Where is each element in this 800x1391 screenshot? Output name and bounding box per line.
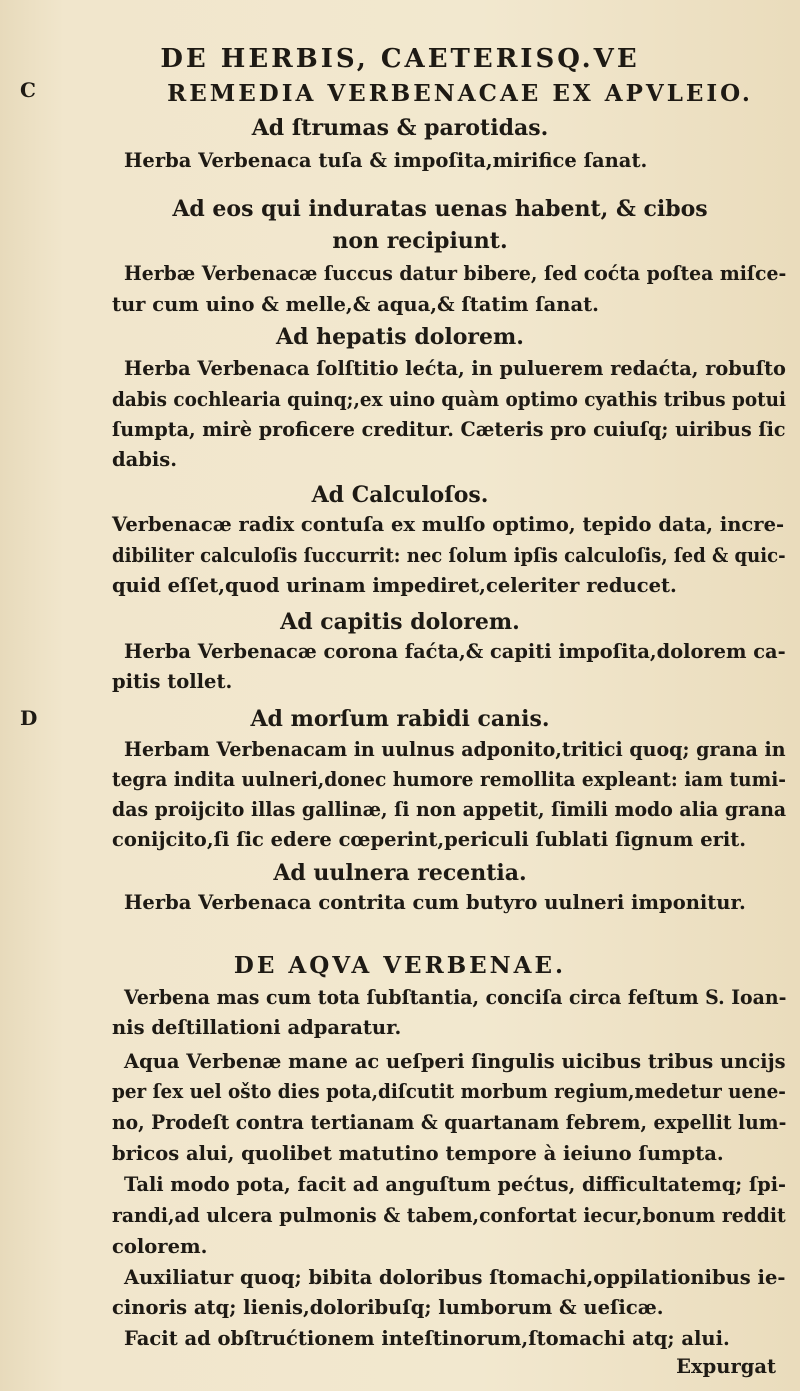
heading-strumas: Ad ſtrumas & parotidas. (251, 115, 549, 141)
margin-letter-d: D (20, 706, 38, 730)
text-line: Herba Verbenaca contrita cum butyro uulneri imponitur. (124, 891, 746, 914)
text-line: tegra indita uulneri,donec humore remollita expleant: iam tumi- (112, 768, 787, 791)
heading-morsum: Ad morſum rabidi canis. (250, 706, 550, 732)
heading-induratas: Ad eos qui induratas uenas habent, & cibos (172, 196, 708, 222)
section-title-remedia: REMEDIA VERBENACAE EX APVLEIO. (167, 80, 753, 107)
text-line: nis deſtillationi adparatur. (112, 1016, 402, 1039)
running-head: DE HERBIS, CAETERISQ.VE (160, 44, 640, 74)
text-line: das proijcito illas gallinæ, ſi non appetit, ſimili modo alia grana (112, 798, 787, 821)
margin-letter-c: C (20, 78, 36, 102)
text-line: cinoris atq; lienis,doloribuſq; lumborum & ueſicæ. (112, 1296, 664, 1319)
text-line: Facit ad obſtrućtionem inteſtinorum,ſtomachi atq; alui. (124, 1327, 730, 1350)
text-line: tur cum uino & melle,& aqua,& ſtatim ſanat. (112, 293, 599, 316)
text-line: Verbenacæ radix contuſa ex mulſo optimo, tepido data, incre- (112, 513, 785, 536)
text-line: pitis tollet. (112, 670, 233, 693)
text-line: Herba Verbenaca ſolſtitio lećta, in puluerem redaćta, robuſto (124, 357, 786, 380)
text-line: bricos alui, quolibet matutino tempore à ieiuno ſumpta. (112, 1142, 724, 1165)
heading-non-recipiunt: non recipiunt. (332, 228, 508, 254)
text-line: Herba Verbenacæ corona faćta,& capiti impoſita,dolorem ca- (124, 640, 786, 663)
text-line: per ſex uel ošto dies pota,diſcutit morbum regium,medetur uene- (112, 1080, 786, 1103)
text-line: dabis cochlearia quinq;,ex uino quàm optimo cyathis tribus potui (112, 388, 787, 411)
text-line: conijcito,ſi ſic edere cœperint,periculi ſublati ſignum erit. (112, 828, 747, 851)
text-line: dabis. (112, 448, 178, 471)
text-line: Aqua Verbenæ mane ac ueſperi ſingulis uicibus tribus uncijs (124, 1050, 786, 1073)
text-line: randi,ad ulcera pulmonis & tabem,confortat iecur,bonum reddit (112, 1204, 786, 1227)
text-line: Verbena mas cum tota ſubſtantia, conciſa circa feſtum S. Ioan- (124, 986, 787, 1009)
text-line: Herbam Verbenacam in uulnus adponito,tritici quoq; grana in (124, 738, 786, 761)
heading-capitis: Ad capitis dolorem. (280, 609, 520, 635)
section-title-aqua: DE AQVA VERBENAE. (233, 952, 567, 979)
text-line: dibiliter calculoſis ſuccurrit: nec ſolum ipſis calculoſis, ſed & quic- (112, 544, 786, 567)
text-line: ſumpta, mirè proficere creditur. Cæteris pro cuiuſq; uiribus ſic (112, 418, 786, 441)
text-line: quid eſſet,quod urinam impediret,celeriter reducet. (112, 574, 677, 597)
text-line: Tali modo pota, facit ad anguſtum pećtus, difficultatemq; ſpi- (124, 1173, 786, 1196)
heading-calculosos: Ad Calculoſos. (311, 482, 489, 508)
heading-hepatis: Ad hepatis dolorem. (276, 324, 524, 350)
text-line: Auxiliatur quoq; bibita doloribus ſtomachi,oppilationibus ie- (124, 1266, 786, 1289)
text-line: colorem. (112, 1235, 208, 1258)
text-line: Herbæ Verbenacæ ſuccus datur bibere, ſed coćta poſtea miſce- (124, 262, 787, 285)
heading-uulnera: Ad uulnera recentia. (273, 860, 527, 886)
catchword: Expurgat (676, 1355, 776, 1378)
text-line: Herba Verbenaca tuſa & impoſita,mirifice ſanat. (124, 149, 648, 172)
text-line: no, Prodeſt contra tertianam & quartanam febrem, expellit lum- (112, 1111, 787, 1134)
